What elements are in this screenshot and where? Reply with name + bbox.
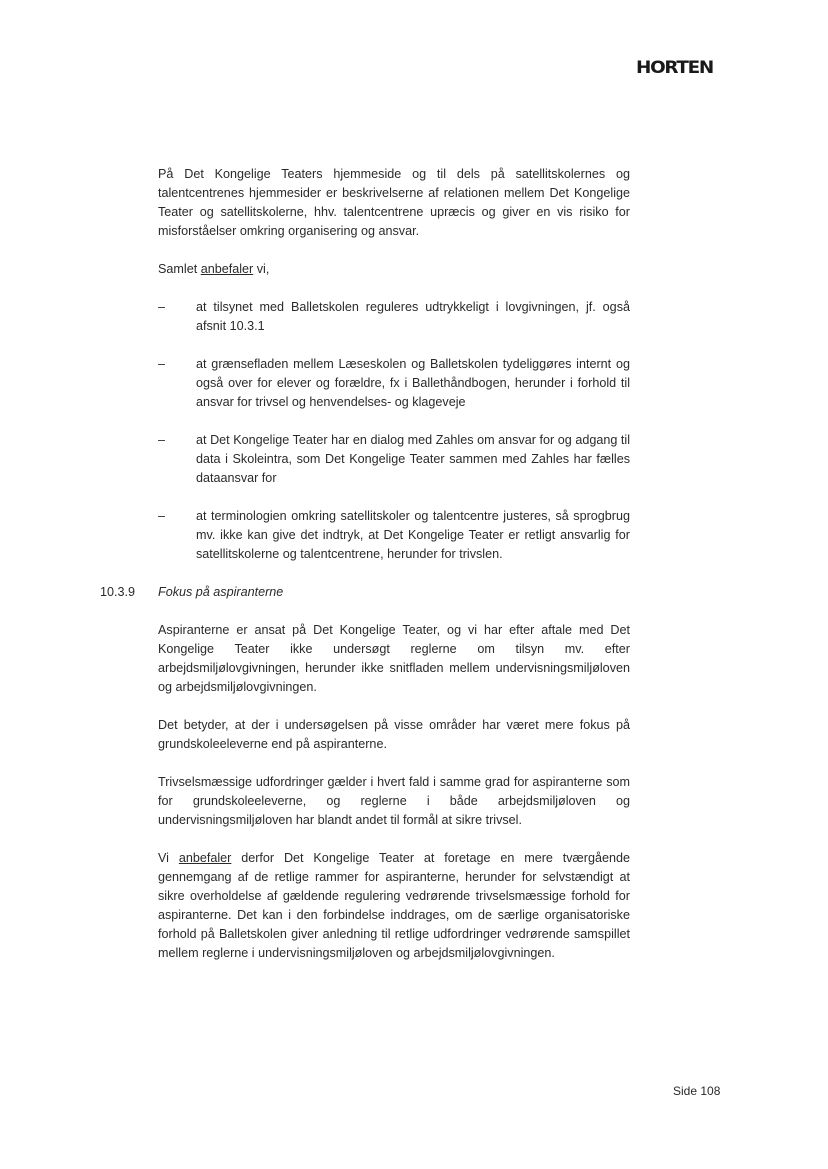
horten-logo: HORTEN [636,58,713,78]
document-body [100,165,630,982]
page-number: Side 108 [673,1084,721,1098]
list-item: – at grænsefladen mellem Læseskolen og Balletskolen tydeliggøres internt og også over for elever og forældre, fx i Ballethåndbogen, herunder i forhold til ansvar for trivsel og henvendelses- og klageveje [158,357,630,409]
recommendation-list [158,298,630,564]
list-item: – at Det Kongelige Teater har en dialog med Zahles om ansvar for og adgang til data i Skoleintra, som Det Kongelige Teater sammen med Zahles har fælles dataansvar for [158,433,630,485]
final-recommendation-paragraph: Vi anbefaler derfor Det Kongelige Teater at foretage en mere tværgående gennemgang af de retlige rammer for aspiranterne, herunder for selvstændigt at sikre overholdelse af gældende regulering vedrørende trivselsmæssige forhold for aspiranterne. Det kan i den forbindelse inddrages, om de særlige organisatoriske forhold på Balletskolen giver anledning til retlige udfordringer vedrørende samspillet mellem reglerne i undervisningsmiljøloven og arbejdsmiljølovgivningen. [158,851,630,960]
body-paragraph: Aspiranterne er ansat på Det Kongelige Teater, og vi har efter aftale med Det Kongelige Teater ikke undersøgt reglerne om tilsyn mv. efter arbejdsmiljølovgivningen, herunder ikke snitfladen mellem undervisningsmiljøloven og arbejdsmiljølovgivningen. [158,623,630,694]
list-item: – at tilsynet med Balletskolen reguleres udtrykkeligt i lovgivningen, jf. også afsnit 10.3.1 [158,300,630,333]
dash-bullet: – [158,433,166,447]
underlined-word: anbefaler [200,262,254,276]
dash-bullet: – [158,509,166,523]
section-heading [100,583,630,602]
section-number: 10.3.9 [100,585,136,599]
body-paragraph: Det betyder, at der i undersøgelsen på visse områder har været mere fokus på grundskoleeleverne end på aspiranterne. [158,718,630,751]
list-item: – at terminologien omkring satellitskoler og talentcentre justeres, så sprogbrug mv. ikke kan give det indtryk, at Det Kongelige Teater er retligt ansvarlig for satellitskolerne og talentcentrene, herunder for trivslen. [158,509,630,561]
intro-paragraph: På Det Kongelige Teaters hjemmeside og til dels på satellitskolernes og talentcentrenes hjemmesider er beskrivelserne af relationen mellem Det Kongelige Teater og satellitskolerne, hhv. talentcentrene upræcis og giver en vis risiko for misforståelser omkring organisering og ansvar. [158,167,630,238]
dash-bullet: – [158,300,166,314]
underlined-word: anbefaler [178,851,232,865]
recommendation-intro: Samlet anbefaler vi, [158,262,270,276]
body-paragraph: Trivselsmæssige udfordringer gælder i hvert fald i samme grad for aspiranterne som for grundskoleeleverne, og reglerne i både arbejdsmiljøloven og undervisningsmiljøloven har blandt andet til formål at sikre trivsel. [158,775,630,827]
dash-bullet: – [158,357,166,371]
section-title: Fokus på aspiranterne [158,585,284,599]
